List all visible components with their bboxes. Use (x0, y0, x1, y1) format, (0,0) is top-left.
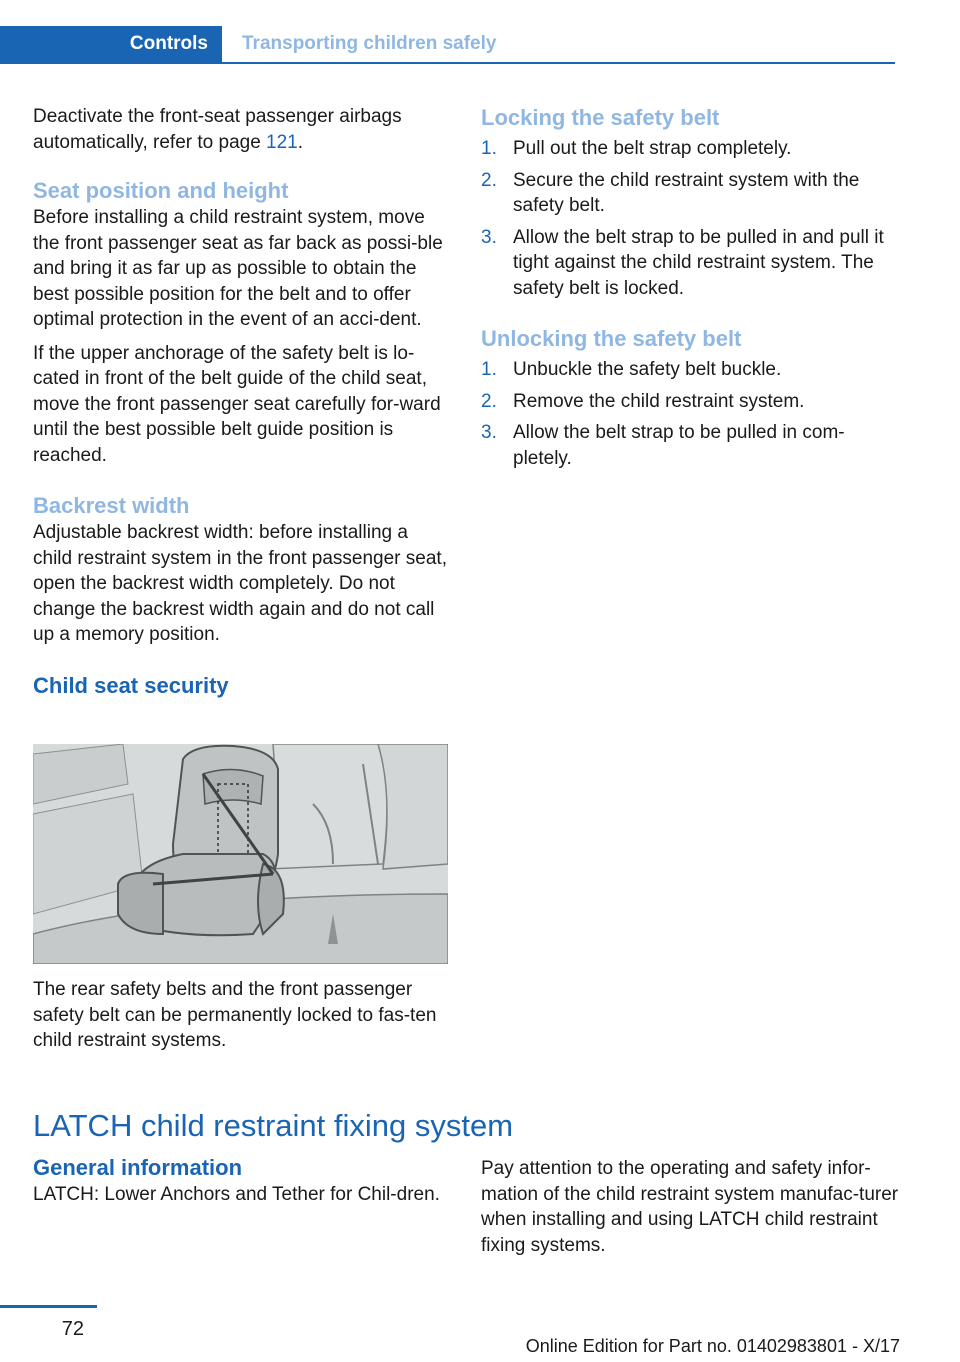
figure-caption-column (33, 977, 451, 1054)
child-seat-security-paragraph: The rear safety belts and the front passenger safety belt can be permanently locked to fas‐ten child restraint systems. (33, 979, 437, 1051)
general-information-heading: General information (33, 1155, 243, 1180)
unlocking-heading: Unlocking the safety belt (481, 326, 742, 351)
footer-rule (0, 1305, 97, 1308)
list-item: 1. Unbuckle the safety belt buckle. (481, 359, 782, 380)
latch-heading: LATCH child restraint fixing system (33, 1108, 514, 1143)
locking-heading: Locking the safety belt (481, 105, 720, 130)
page-number: 72 (61, 1318, 84, 1340)
page-link[interactable]: 121 (266, 131, 298, 153)
latch-safety-paragraph: Pay attention to the operating and safety infor‐mation of the child restraint system manufac‐turer when installing and using LATCH child restraint fixing systems. (481, 1158, 899, 1256)
locking-steps (481, 136, 901, 301)
right-column (481, 104, 901, 471)
list-item: 3. Allow the belt strap to be pulled in and pull it tight against the child restraint system. The safety belt is locked. (481, 226, 884, 299)
child-seat-illustration (33, 744, 448, 964)
backrest-paragraph: Adjustable backrest width: before installing a child restraint system in the front passenger seat, open the backrest width completely. Do not change the backrest width again and do not call up a memory position. (33, 522, 447, 645)
tab-transporting-children[interactable]: Transporting children safely (242, 33, 497, 54)
tab-controls[interactable]: Controls (0, 26, 222, 62)
header-tabs (0, 26, 895, 64)
seat-paragraph-1: Before installing a child restraint system, move the front passenger seat as far back as possi‐ble and bring it as far up as possible to obtain the best possible position for the belt and to offer optimal protection in the event of an acci‐dent. (33, 207, 443, 330)
general-information-paragraph: LATCH: Lower Anchors and Tether for Chil‐dren. (33, 1184, 440, 1205)
edition-text: Online Edition for Part no. 01402983801 - X/17 (525, 1336, 900, 1356)
left-column (33, 104, 451, 700)
child-seat-security-heading: Child seat security (33, 672, 229, 698)
latch-left-column (33, 1154, 451, 1208)
seat-paragraph-2: If the upper anchorage of the safety belt is lo‐cated in front of the belt guide of the child seat, move the front passenger seat carefully for‐ward until the best possible belt guide position is reached. (33, 342, 441, 466)
backrest-heading: Backrest width (33, 493, 190, 518)
list-item: 2. Secure the child restraint system with the safety belt. (481, 169, 860, 216)
unlocking-steps (481, 357, 901, 471)
list-item: 2. Remove the child restraint system. (481, 390, 805, 412)
list-item: 1. Pull out the belt strap completely. (481, 138, 792, 159)
seat-position-heading: Seat position and height (33, 178, 289, 203)
latch-right-column (481, 1156, 901, 1258)
list-item: 3. Allow the belt strap to be pulled in com‐pletely. (481, 422, 845, 469)
intro-paragraph: Deactivate the front-seat passenger airbags automatically, refer to page 121. (33, 106, 402, 153)
